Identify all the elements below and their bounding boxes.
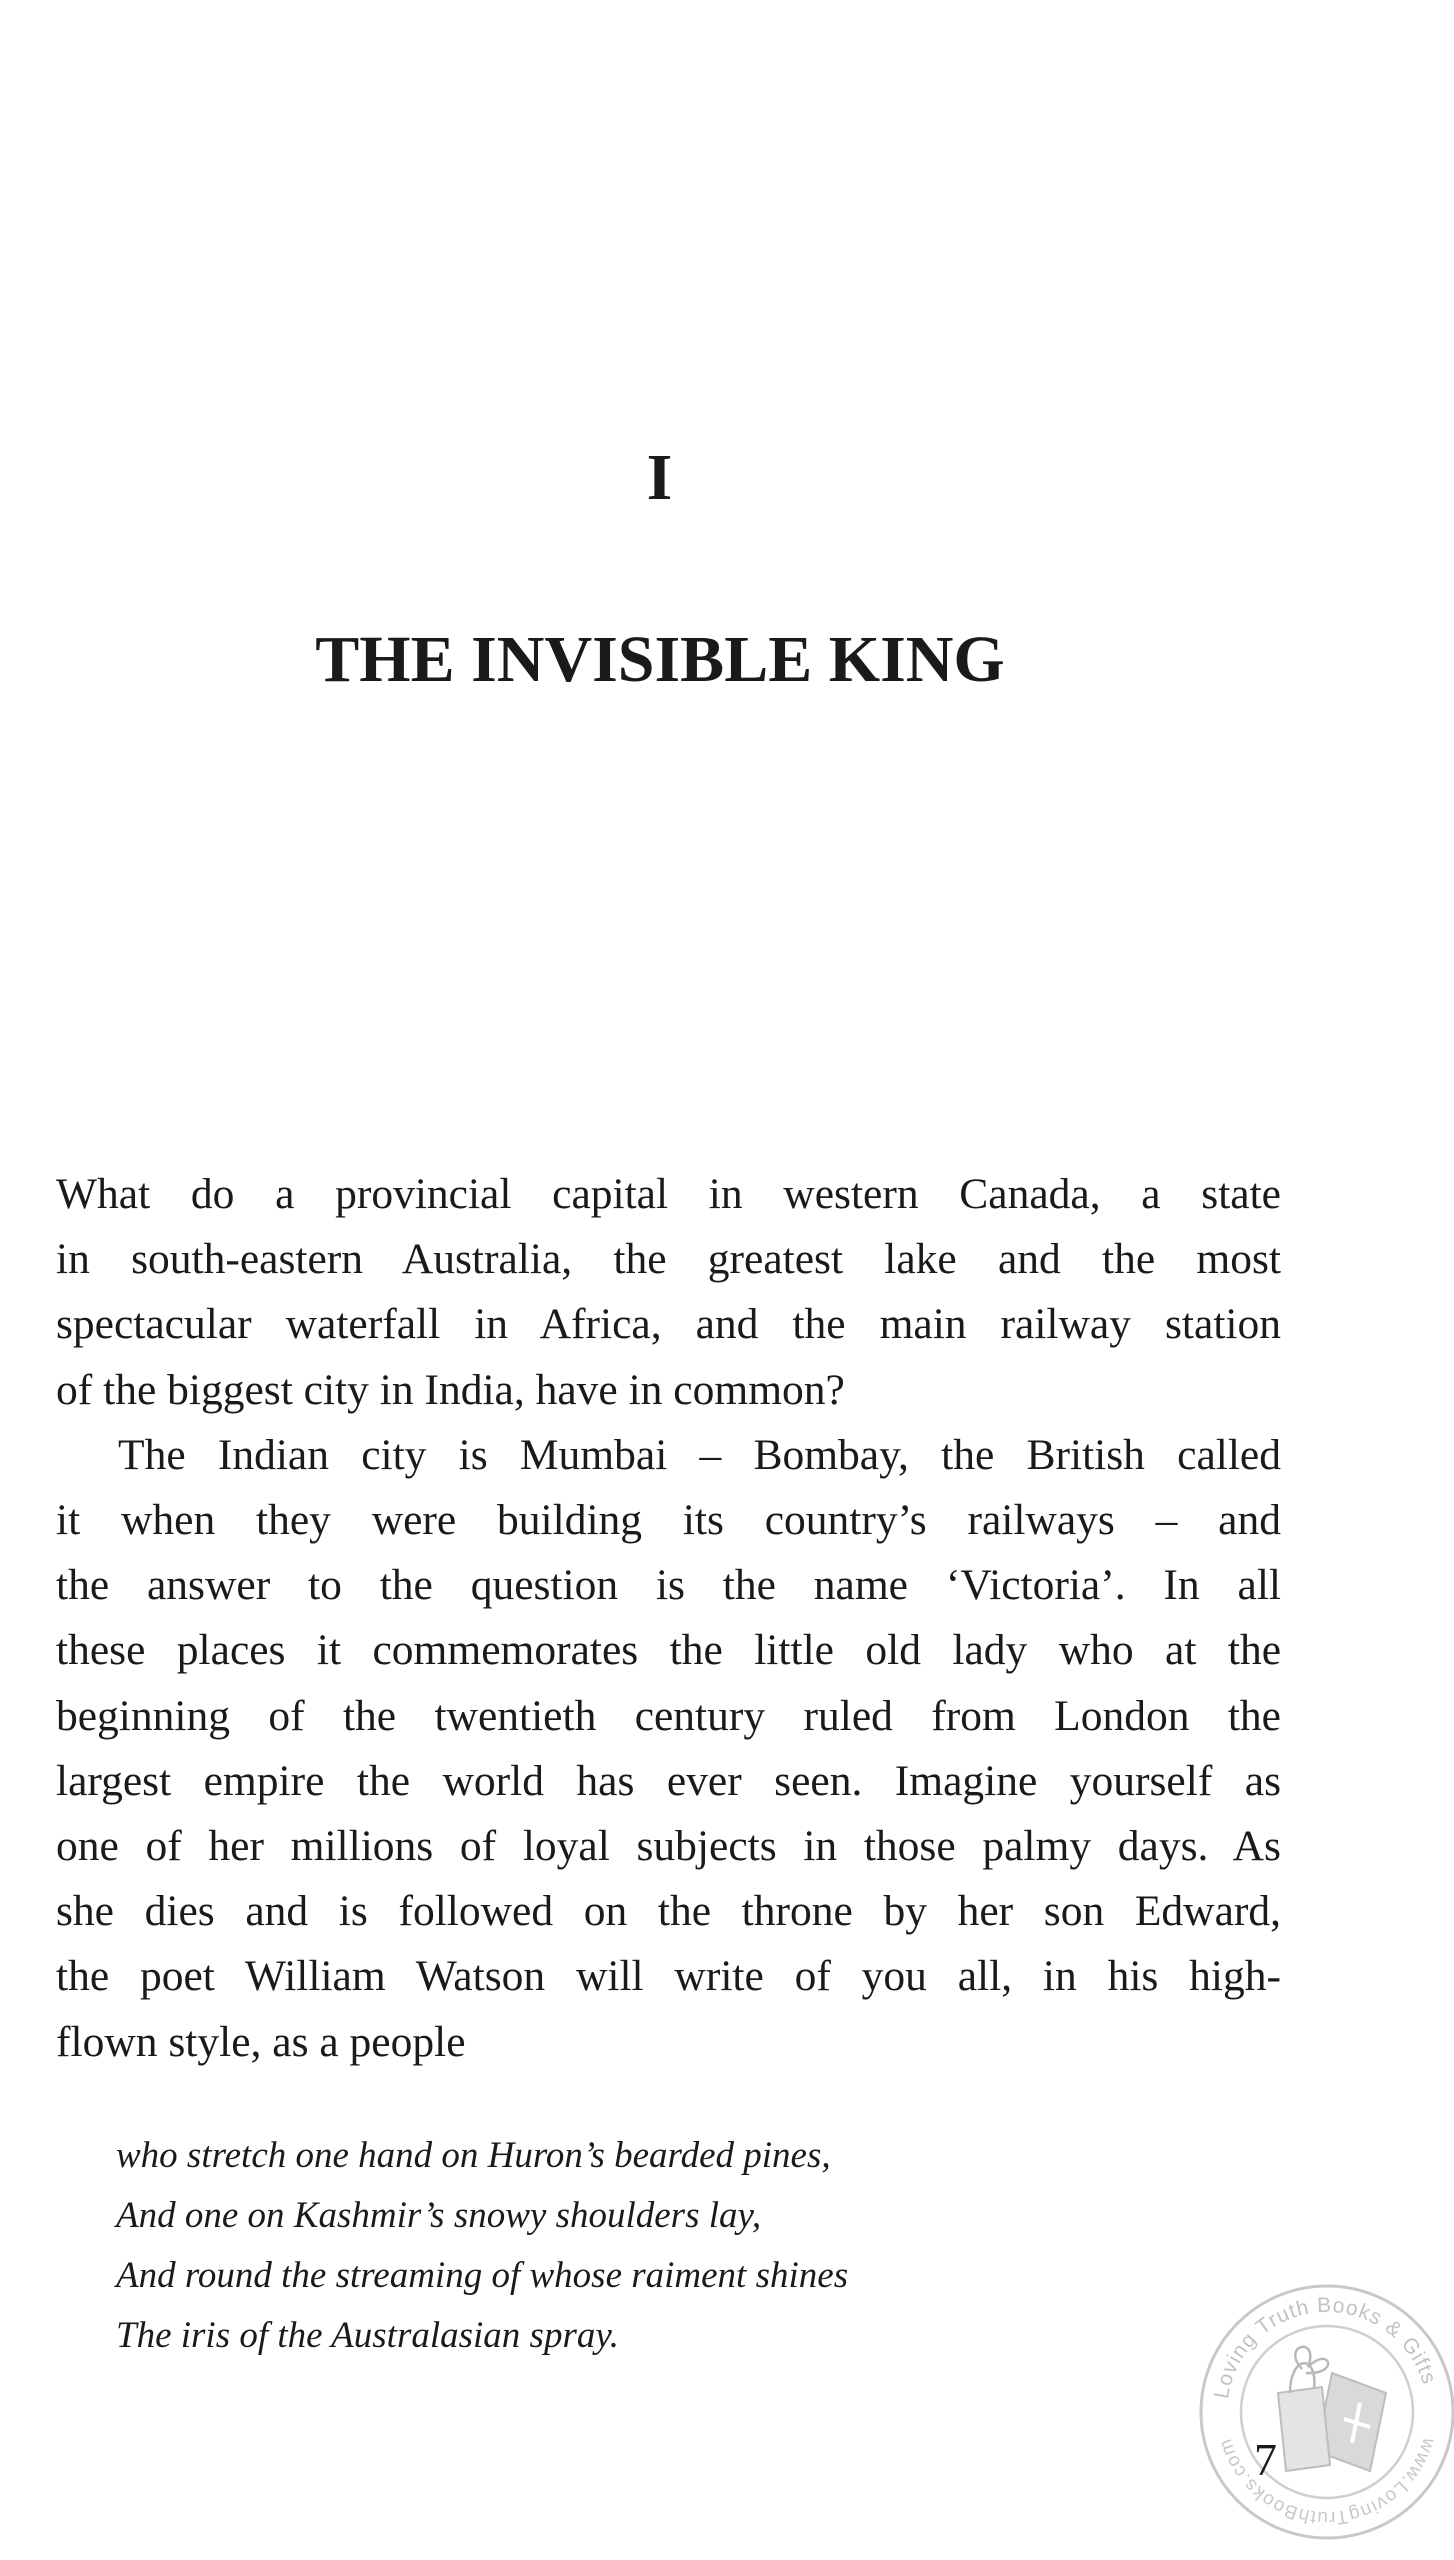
text-line: she dies and is followed on the throne by her son Edward,: [56, 1887, 1281, 1936]
poem-line: who stretch one hand on Huron’s bearded pines,: [116, 2135, 831, 2176]
poem-line: And round the streaming of whose raiment shines: [116, 2255, 849, 2296]
text-line: in south-eastern Australia, the greatest lake and the most: [56, 1235, 1281, 1284]
bookseller-stamp-watermark: [1190, 2275, 1454, 2550]
text-line: beginning of the twentieth century ruled from London the: [56, 1691, 1281, 1740]
svg-text:www.LovingTruthBooks.com: www.LovingTruthBooks.com: [1214, 2435, 1440, 2529]
body-text: [56, 1162, 1281, 2075]
poem-line: And one on Kashmir’s snowy shoulders lay,: [116, 2195, 762, 2236]
poem-quote: [116, 2126, 848, 2366]
text-line: largest empire the world has ever seen. Imagine yourself as: [56, 1756, 1281, 1805]
text-line: The Indian city is Mumbai – Bombay, the British called: [118, 1430, 1281, 1479]
text-line: one of her millions of loyal subjects in those palmy days. As: [56, 1822, 1281, 1871]
text-line: it when they were building its country’s railways – and: [56, 1496, 1281, 1545]
text-line: these places it commemorates the little old lady who at the: [56, 1626, 1281, 1675]
svg-text:Loving Truth Books & Gifts: Loving Truth Books & Gifts: [1209, 2293, 1441, 2401]
text-line: What do a provincial capital in western Canada, a state: [56, 1170, 1281, 1218]
page-number: 7: [1254, 2434, 1277, 2485]
chapter-number: I: [646, 441, 674, 514]
text-line: spectacular waterfall in Africa, and the main railway station: [56, 1300, 1281, 1349]
text-line: flown style, as a people: [56, 2017, 466, 2066]
text-line: of the biggest city in India, have in common?: [56, 1365, 845, 1414]
poem-line: The iris of the Australasian spray.: [116, 2315, 619, 2356]
chapter-title: THE INVISIBLE KING: [315, 623, 1005, 696]
text-line: the answer to the question is the name ‘Victoria’. In all: [56, 1561, 1281, 1610]
paragraph-2: [56, 1423, 1281, 2075]
text-line: the poet William Watson will write of you all, in his high-: [56, 1952, 1281, 2001]
paragraph-1: [56, 1162, 1281, 1423]
